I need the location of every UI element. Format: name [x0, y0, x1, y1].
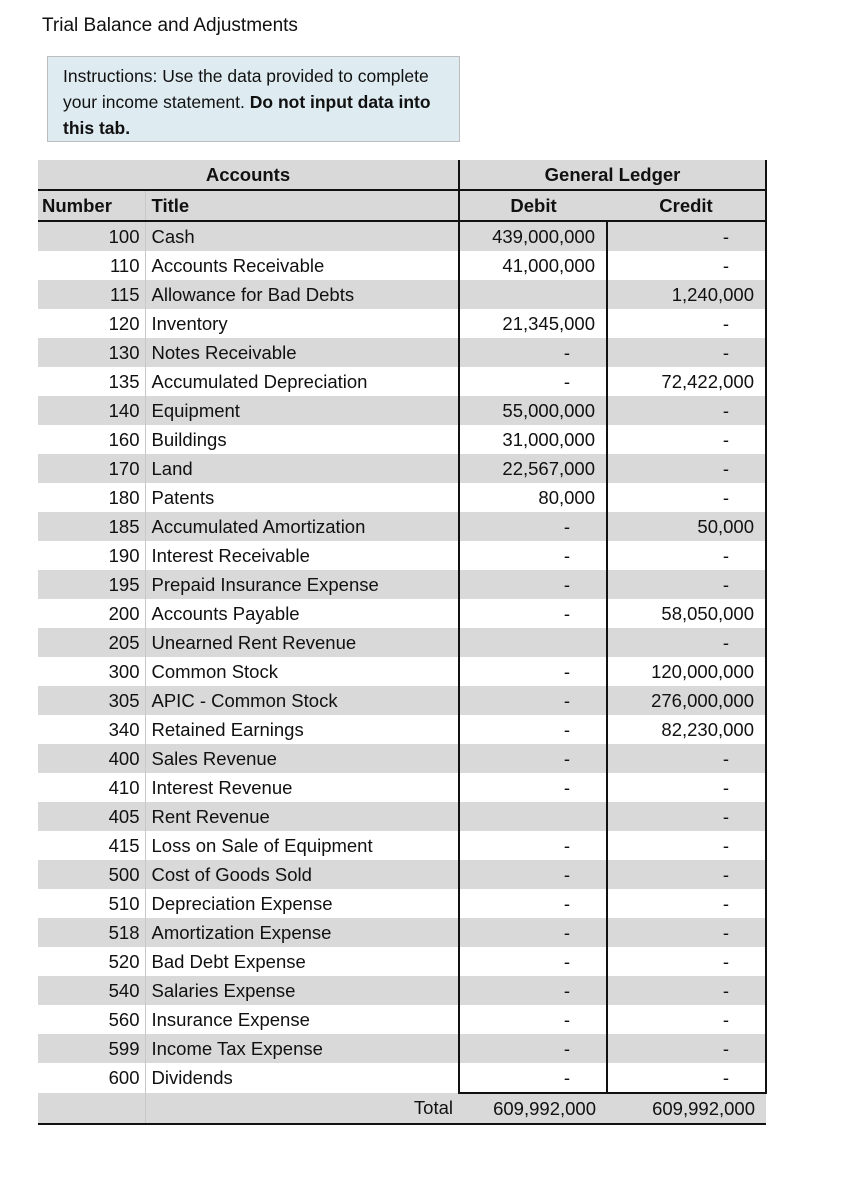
- table-row: [38, 1005, 766, 1034]
- credit-cell: -: [607, 425, 766, 454]
- table-row: [38, 686, 766, 715]
- account-title: Rent Revenue: [145, 802, 459, 831]
- credit-cell: 1,240,000: [607, 280, 766, 309]
- total-spacer: [38, 1093, 145, 1124]
- credit-cell: -: [607, 570, 766, 599]
- account-number: 560: [38, 1005, 145, 1034]
- credit-cell: -: [607, 744, 766, 773]
- debit-cell: 31,000,000: [459, 425, 607, 454]
- instructions-box: [47, 56, 460, 142]
- credit-cell: -: [607, 773, 766, 802]
- credit-cell: -: [607, 1005, 766, 1034]
- credit-cell: -: [607, 221, 766, 251]
- column-header-row: [38, 190, 766, 221]
- credit-cell: -: [607, 251, 766, 280]
- account-number: 540: [38, 976, 145, 1005]
- instructions-warning: Do not input data into this tab.: [63, 92, 431, 138]
- credit-cell: -: [607, 1063, 766, 1093]
- table-row: [38, 367, 766, 396]
- credit-cell: -: [607, 860, 766, 889]
- account-title: Accumulated Amortization: [145, 512, 459, 541]
- table-row: [38, 541, 766, 570]
- account-number: 160: [38, 425, 145, 454]
- debit-cell: -: [459, 1063, 607, 1093]
- account-title: Accounts Payable: [151, 602, 300, 624]
- account-number: 195: [38, 570, 145, 599]
- account-number: 518: [38, 918, 145, 947]
- debit-cell: -: [459, 831, 607, 860]
- account-title: Retained Earnings: [151, 718, 304, 740]
- account-number: 415: [38, 831, 145, 860]
- total-credit: 609,992,000: [607, 1093, 766, 1124]
- debit-cell: 41,000,000: [459, 251, 607, 280]
- table-row: [38, 744, 766, 773]
- debit-cell: -: [459, 570, 607, 599]
- credit-cell: -: [607, 918, 766, 947]
- title-column-header: Title: [145, 190, 459, 221]
- account-title: Amortization Expense: [145, 918, 459, 947]
- debit-cell: -: [459, 1034, 607, 1063]
- account-number: 180: [38, 483, 145, 512]
- debit-cell: -: [459, 889, 607, 918]
- table-row: [38, 454, 766, 483]
- account-number: 205: [38, 628, 145, 657]
- debit-cell: -: [459, 338, 607, 367]
- table-row: [38, 280, 766, 309]
- debit-cell: 22,567,000: [459, 454, 607, 483]
- credit-column-header: Credit: [607, 190, 766, 221]
- credit-cell: 82,230,000: [607, 715, 766, 744]
- account-number: 405: [38, 802, 145, 831]
- credit-cell: -: [607, 309, 766, 338]
- account-title: Interest Revenue: [151, 776, 293, 798]
- group-header-row: [38, 160, 766, 190]
- table-row: [38, 483, 766, 512]
- account-title: Equipment: [145, 396, 459, 425]
- debit-cell: -: [459, 947, 607, 976]
- credit-cell: -: [607, 889, 766, 918]
- credit-cell: -: [607, 338, 766, 367]
- table-row: [38, 570, 766, 599]
- debit-column-header: Debit: [459, 190, 607, 221]
- account-title: Interest Receivable: [151, 544, 310, 566]
- account-number: 305: [38, 686, 145, 715]
- account-number: 120: [38, 309, 145, 338]
- debit-cell: -: [459, 715, 607, 744]
- account-number: 115: [38, 280, 145, 309]
- debit-cell: 439,000,000: [459, 221, 607, 251]
- account-title: Accounts Receivable: [151, 254, 325, 276]
- account-title: Income Tax Expense: [145, 1034, 459, 1063]
- account-number: 100: [38, 221, 145, 251]
- debit-cell: -: [459, 744, 607, 773]
- credit-cell: -: [607, 628, 766, 657]
- debit-cell: -: [459, 860, 607, 889]
- credit-cell: -: [607, 1034, 766, 1063]
- table-row: [38, 309, 766, 338]
- account-number: 130: [38, 338, 145, 367]
- credit-cell: -: [607, 976, 766, 1005]
- credit-cell: -: [607, 947, 766, 976]
- account-number: 200: [38, 599, 145, 628]
- account-number: 520: [38, 947, 145, 976]
- account-title: Allowance for Bad Debts: [145, 280, 459, 309]
- account-title: Sales Revenue: [145, 744, 459, 773]
- trial-balance-table: [38, 160, 767, 1125]
- account-title: Inventory: [151, 312, 228, 334]
- number-column-header: Number: [38, 190, 145, 221]
- debit-cell: -: [459, 1005, 607, 1034]
- credit-cell: 50,000: [607, 512, 766, 541]
- account-title: Bad Debt Expense: [151, 950, 306, 972]
- credit-cell: 72,422,000: [607, 367, 766, 396]
- credit-cell: -: [607, 831, 766, 860]
- table-row: [38, 251, 766, 280]
- account-title: Cash: [145, 221, 459, 251]
- table-row: [38, 802, 766, 831]
- debit-cell: [459, 280, 607, 309]
- account-number: 300: [38, 657, 145, 686]
- total-row: [38, 1093, 766, 1124]
- table-row: [38, 599, 766, 628]
- table-row: [38, 860, 766, 889]
- table-row: [38, 338, 766, 367]
- table-row: [38, 425, 766, 454]
- account-number: 170: [38, 454, 145, 483]
- debit-cell: -: [459, 657, 607, 686]
- table-row: [38, 889, 766, 918]
- table-row: [38, 947, 766, 976]
- total-label: Total: [145, 1093, 459, 1124]
- debit-cell: -: [459, 367, 607, 396]
- table-row: [38, 918, 766, 947]
- debit-cell: [459, 802, 607, 831]
- account-title: Cost of Goods Sold: [145, 860, 459, 889]
- account-title: Depreciation Expense: [151, 892, 333, 914]
- account-title: Dividends: [151, 1067, 233, 1088]
- debit-cell: -: [459, 541, 607, 570]
- page-title: Trial Balance and Adjustments: [42, 15, 298, 36]
- table-row: [38, 1034, 766, 1063]
- table-row: [38, 1063, 766, 1093]
- credit-cell: 120,000,000: [607, 657, 766, 686]
- table-row: [38, 773, 766, 802]
- credit-cell: 58,050,000: [607, 599, 766, 628]
- credit-cell: -: [607, 396, 766, 425]
- credit-cell: -: [607, 454, 766, 483]
- debit-cell: 21,345,000: [459, 309, 607, 338]
- account-title: Salaries Expense: [145, 976, 459, 1005]
- account-number: 190: [38, 541, 145, 570]
- account-title: Insurance Expense: [151, 1008, 310, 1030]
- account-number: 400: [38, 744, 145, 773]
- credit-cell: 276,000,000: [607, 686, 766, 715]
- debit-cell: -: [459, 976, 607, 1005]
- table-row: [38, 657, 766, 686]
- table-row: [38, 628, 766, 657]
- account-title: Notes Receivable: [145, 338, 459, 367]
- debit-cell: -: [459, 773, 607, 802]
- credit-cell: -: [607, 483, 766, 512]
- table-row: [38, 396, 766, 425]
- table-row: [38, 512, 766, 541]
- account-title: Patents: [151, 486, 215, 508]
- account-title: Common Stock: [151, 660, 278, 682]
- table-row: [38, 831, 766, 860]
- account-number: 185: [38, 512, 145, 541]
- account-number: 340: [38, 715, 145, 744]
- account-title: APIC - Common Stock: [145, 686, 459, 715]
- table-row: [38, 715, 766, 744]
- account-title: Accumulated Depreciation: [151, 370, 368, 392]
- total-debit: 609,992,000: [459, 1093, 607, 1124]
- account-title: Prepaid Insurance Expense: [145, 570, 459, 599]
- account-number: 599: [38, 1034, 145, 1063]
- debit-cell: 80,000: [459, 483, 607, 512]
- account-title: Land: [145, 454, 459, 483]
- account-title: Loss on Sale of Equipment: [151, 834, 373, 856]
- account-number: 510: [38, 889, 145, 918]
- account-number: 410: [38, 773, 145, 802]
- account-number: 600: [38, 1063, 145, 1093]
- account-number: 500: [38, 860, 145, 889]
- credit-cell: -: [607, 802, 766, 831]
- account-title: Buildings: [151, 428, 227, 450]
- debit-cell: -: [459, 512, 607, 541]
- debit-cell: -: [459, 918, 607, 947]
- general-ledger-group-header: General Ledger: [459, 160, 766, 190]
- account-number: 140: [38, 396, 145, 425]
- debit-cell: 55,000,000: [459, 396, 607, 425]
- debit-cell: -: [459, 599, 607, 628]
- accounts-group-header: Accounts: [38, 160, 459, 190]
- credit-cell: -: [607, 541, 766, 570]
- instructions-text: Instructions: Use the data provided to complete your income statement.: [63, 66, 429, 112]
- debit-cell: [459, 628, 607, 657]
- debit-cell: -: [459, 686, 607, 715]
- table-row: [38, 221, 766, 251]
- account-number: 135: [38, 367, 145, 396]
- account-number: 110: [38, 251, 145, 280]
- account-title: Unearned Rent Revenue: [145, 628, 459, 657]
- table-row: [38, 976, 766, 1005]
